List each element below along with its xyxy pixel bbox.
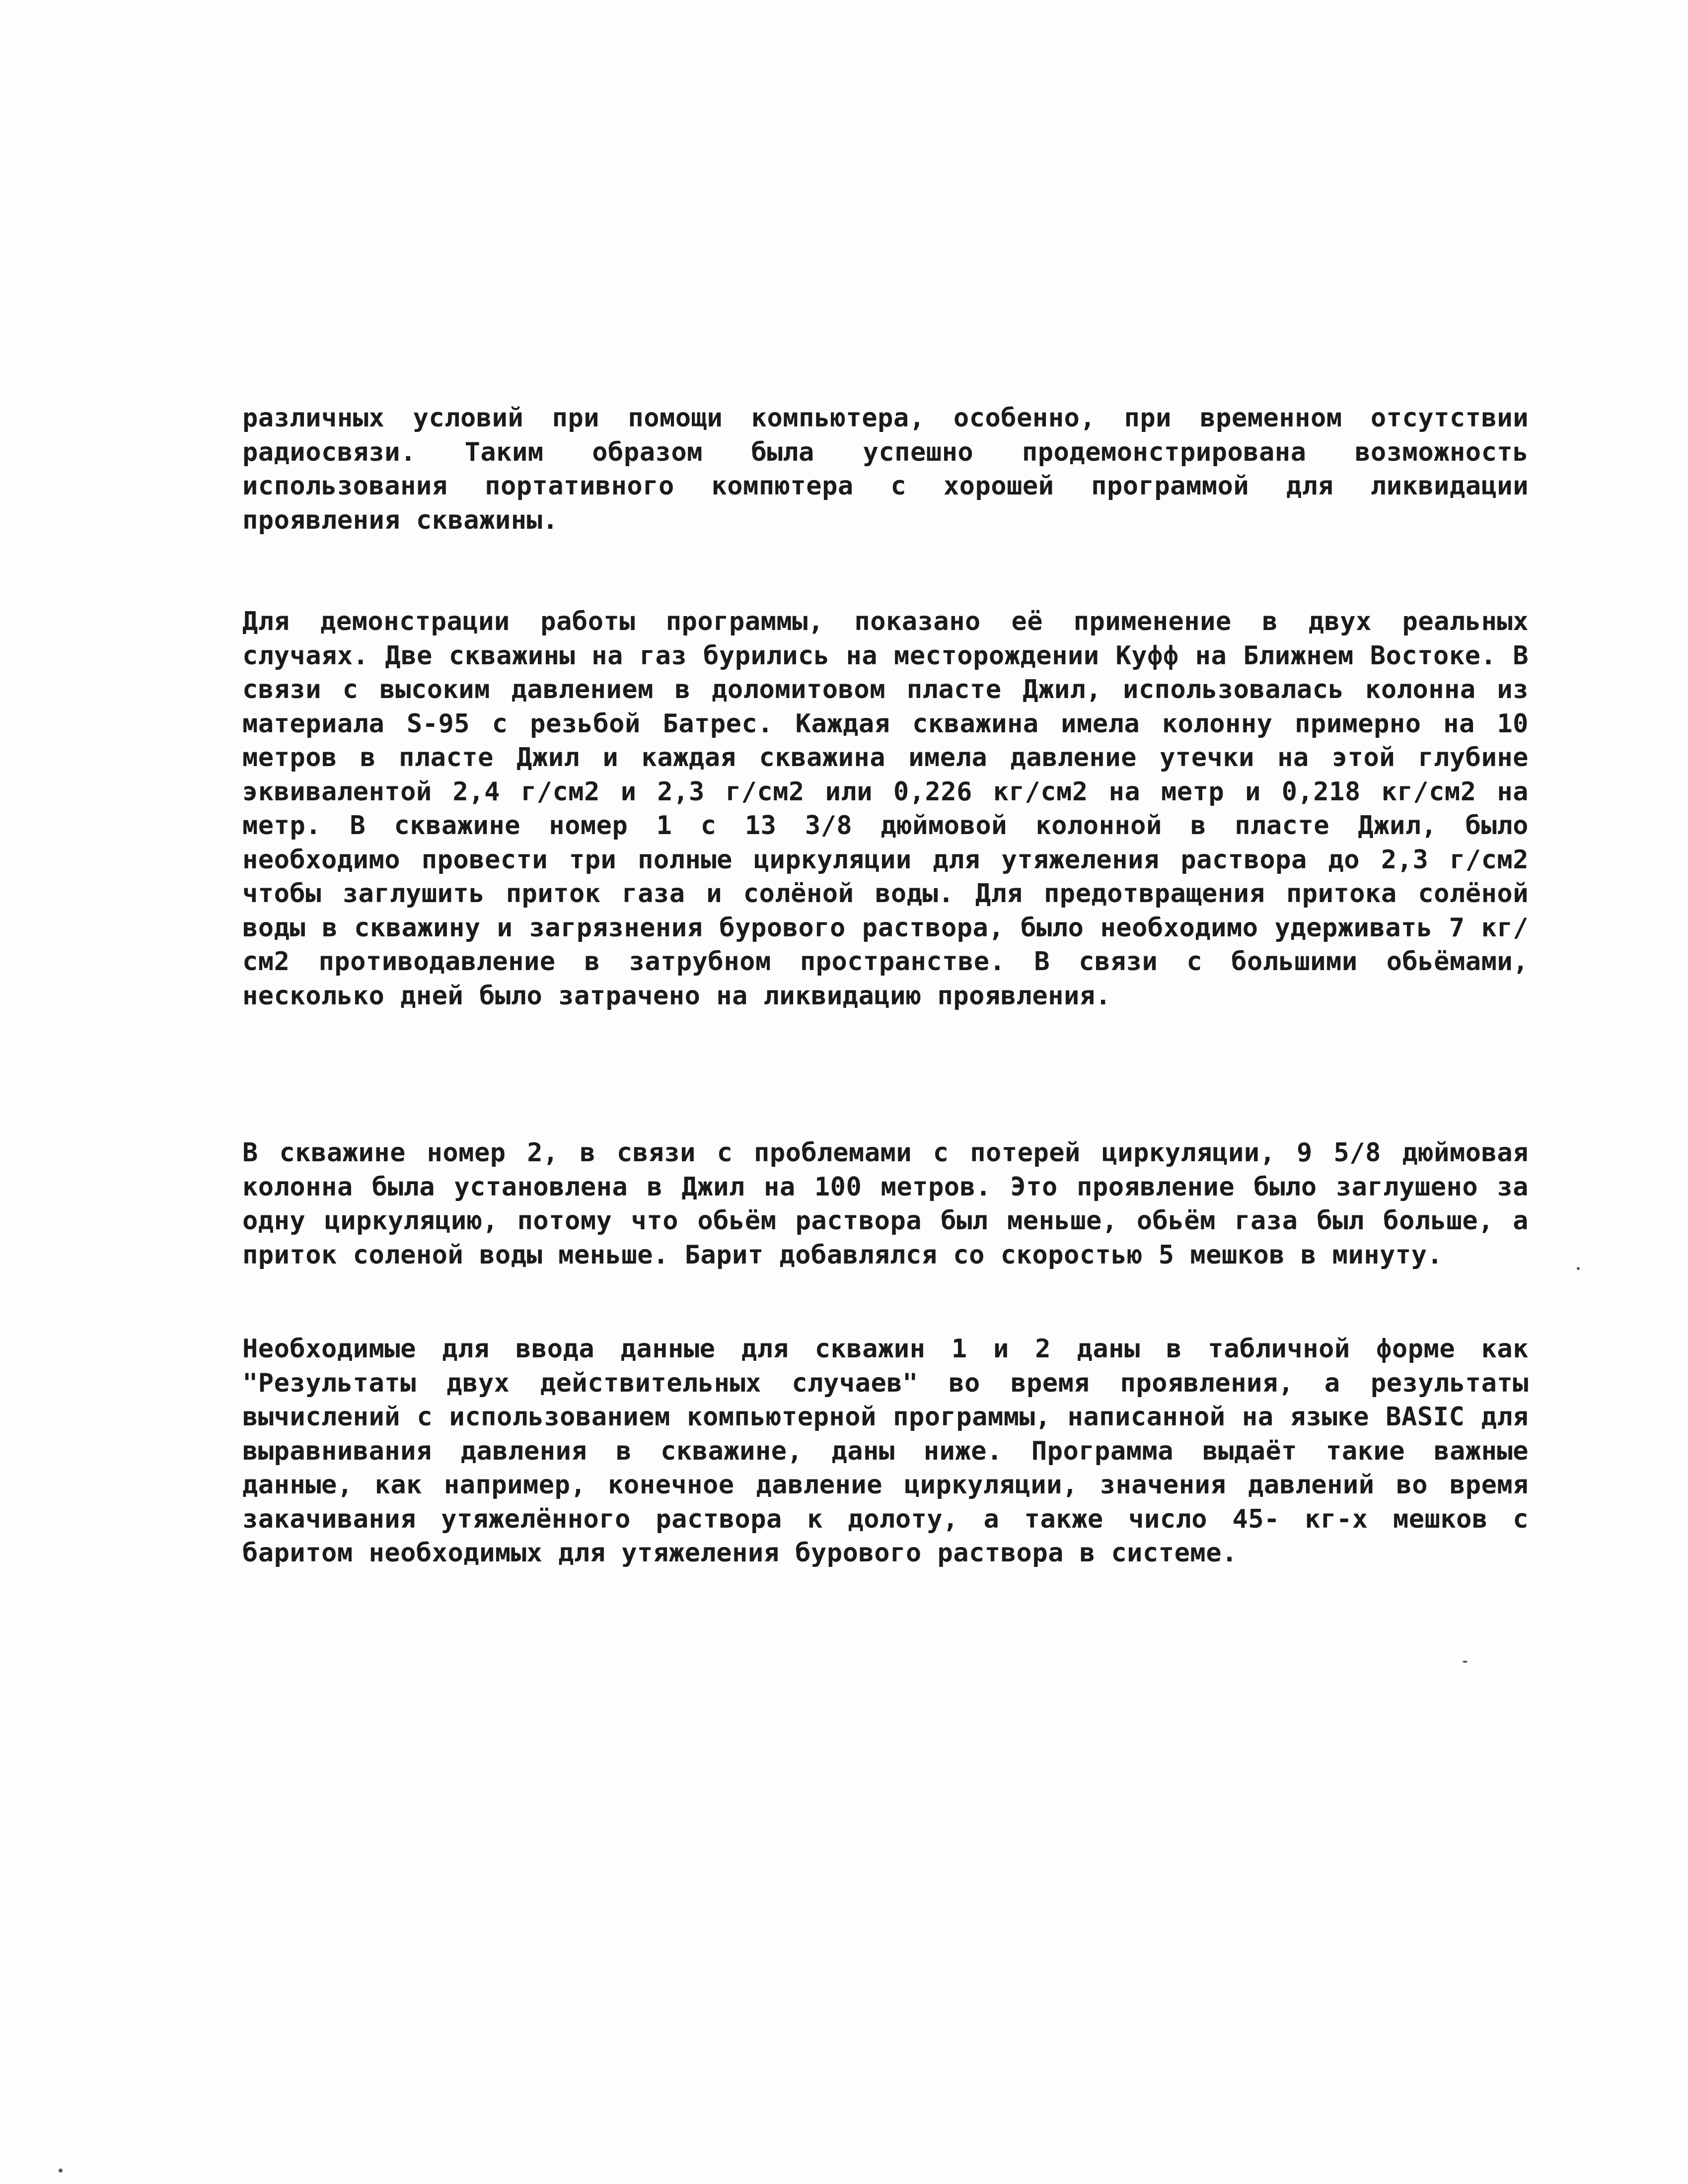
paragraph-2: Для демонстрации работы программы, показано её применение в двух реальных случаях. Две скважины на газ бурились на месторождении Куфф на Ближнем Востоке. В связи с высоким давлением в доломитовом пласте Джил, использовалась колонна из материала S-95 с резьбой Батрес. Каждая скважина имела колонну примерно на 10 метров в пласте Джил и каждая скважина имела давление утечки на этой глубине эквивалентой 2,4 г/см2 и 2,3 г/см2 или 0,226 кг/см2 на метр и 0,218 кг/см2 на метр. В скважине номер 1 с 13 3/8 дюймовой колонной в пласте Джил, было необходимо провести три полные циркуляции для утяжеления раствора до 2,3 г/см2 чтобы заглушить приток газа и солёной воды. Для предотвращения притока солёной воды в скважину и загрязнения бурового раствора, было необходимо удерживать 7 кг/см2 противодавление в затрубном пространстве. В связи с большими обьёмами, несколько дней было затрачено на ликвидацию проявления. bbox=[242, 607, 1529, 1011]
paragraph-4: Необходимые для ввода данные для скважин 1 и 2 даны в табличной форме как "Результаты двух действительных случаев" во время проявления, а результаты вычислений с использованием компьютерной программы, написанной на языке BASIC для выравнивания давления в скважине, даны ниже. Программа выдаёт такие важные данные, как например, конечное давление циркуляции, значения давлений во время закачивания утяжелённого раствора к долоту, а также число 45- кг-х мешков с баритом необходимых для утяжеления бурового раствора в системе. bbox=[242, 1334, 1529, 1568]
scan-speck bbox=[59, 2169, 63, 2173]
paragraph-3: В скважине номер 2, в связи с проблемами с потерей циркуляции, 9 5/8 дюймовая колонна была установлена в Джил на 100 метров. Это проявление было заглушено за одну циркуляцию, потому что обьём раствора был меньше, обьём газа был больше, а приток соленой воды меньше. Барит добавлялся со скоростью 5 мешков в минуту. bbox=[242, 1138, 1529, 1270]
scan-speck bbox=[1577, 1267, 1580, 1270]
scan-speck bbox=[1463, 1661, 1468, 1663]
paragraph-1: различных условий при помощи компьютера, особенно, при временном отсутствии радиосвязи. Таким образом была успешно продемонстрирована возможность использования портативного компютера с хорошей программой для ликвидации проявления скважины. bbox=[242, 403, 1529, 535]
